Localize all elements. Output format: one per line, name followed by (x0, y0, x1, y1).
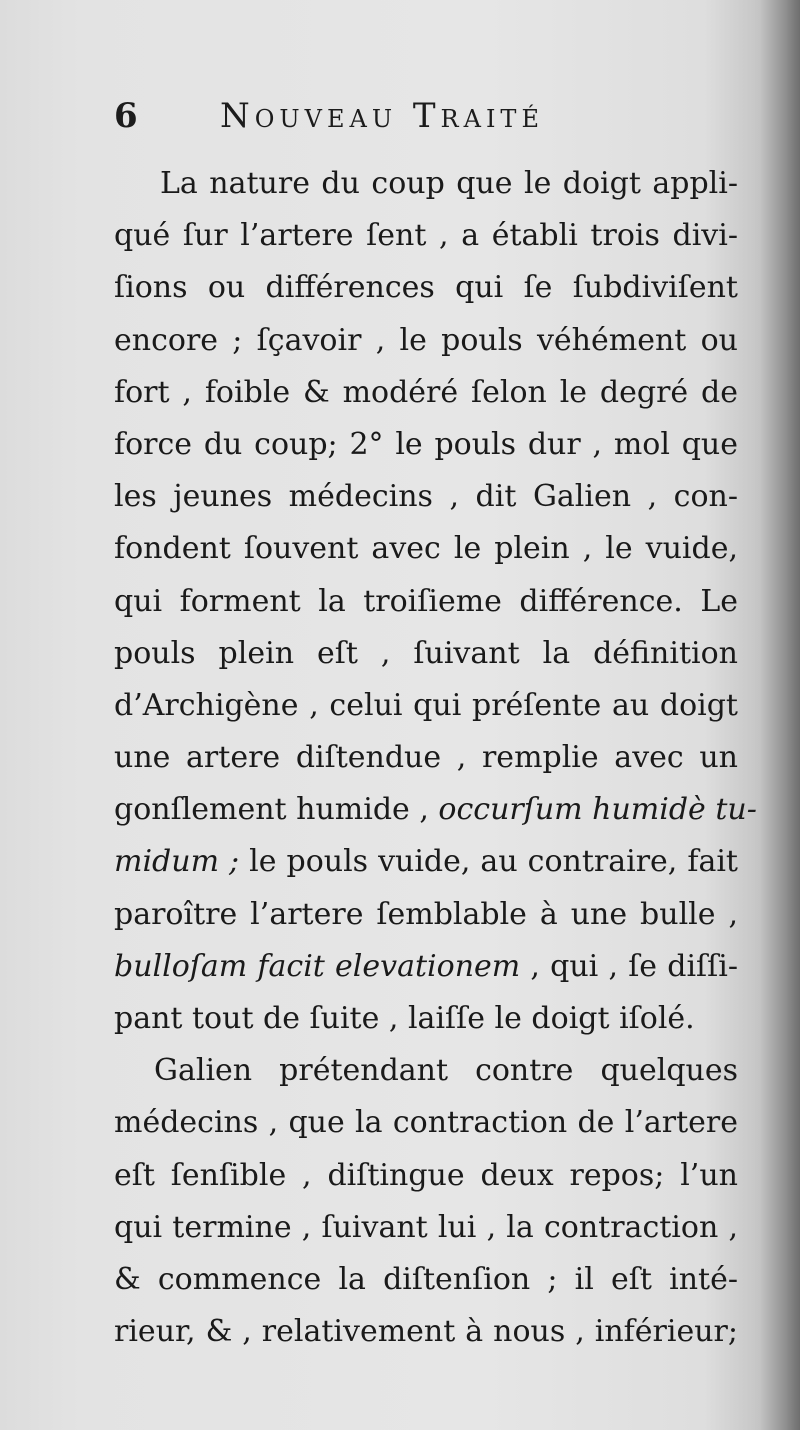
body-text (114, 158, 757, 1358)
page-header (114, 96, 674, 142)
text-italic: bulloſam facit elevationem (114, 948, 521, 984)
paragraph-2 (114, 1045, 738, 1358)
page-number: 6 (114, 96, 138, 136)
text-line: une artere diſtendue , remplie avec un (114, 740, 738, 776)
text-line: pouls plein eſt , ſuivant la définition (114, 635, 738, 671)
text-line: encore ; ſçavoir , le pouls véhément ou (114, 322, 738, 358)
text-line: pant tout de ſuite , laiſſe le doigt iſolé. (114, 1001, 695, 1036)
text-line: eſt ſenſible , diſtingue deux repos; l’un (114, 1157, 738, 1193)
text-line: paroître l’artere ſemblable à une bulle , (114, 896, 738, 932)
text-line: médecins , que la contraction de l’artere (114, 1105, 738, 1141)
text-roman: le pouls vuide, au contraire, fait (249, 844, 738, 880)
text-line: fondent ſouvent avec le plein , le vuide, (114, 531, 738, 567)
text-line: force du coup; 2° le pouls dur , mol que (114, 426, 738, 462)
text-line: & commence la diſtenſion ; il eſt inté- (114, 1261, 738, 1297)
text-italic: midum ; (114, 844, 240, 880)
text-line: rieur, & , relativement à nous , inférieur; (114, 1314, 738, 1350)
text-line: qui termine , ſuivant lui , la contraction , (114, 1209, 738, 1245)
text-roman: gonſlement humide , (114, 792, 429, 828)
text-line: d’Archigène , celui qui préſente au doigt (114, 687, 738, 723)
text-line-mixed (114, 784, 757, 836)
text-line: Galien prétendant contre quelques (154, 1053, 738, 1089)
text-line: les jeunes médecins , dit Galien , con- (114, 479, 738, 515)
text-line: ſions ou différences qui ſe ſubdiviſent (114, 270, 738, 306)
binding-shadow (760, 0, 800, 1430)
text-line: qué ſur l’artere ſent , a établi trois divi- (114, 218, 738, 254)
text-line: qui forment la troiſieme différence. Le (114, 583, 738, 619)
running-title: Nouveau Traité (220, 96, 544, 136)
text-line-mixed (114, 941, 738, 993)
text-line: La nature du coup que le doigt appli- (160, 166, 738, 201)
paragraph-1 (114, 158, 757, 1045)
text-line-mixed (114, 836, 738, 888)
text-italic: occurſum humidè tu- (438, 792, 757, 828)
text-line: fort , foible & modéré ſelon le degré de (114, 374, 738, 410)
text-roman: , qui , ſe diſſi- (530, 948, 738, 984)
